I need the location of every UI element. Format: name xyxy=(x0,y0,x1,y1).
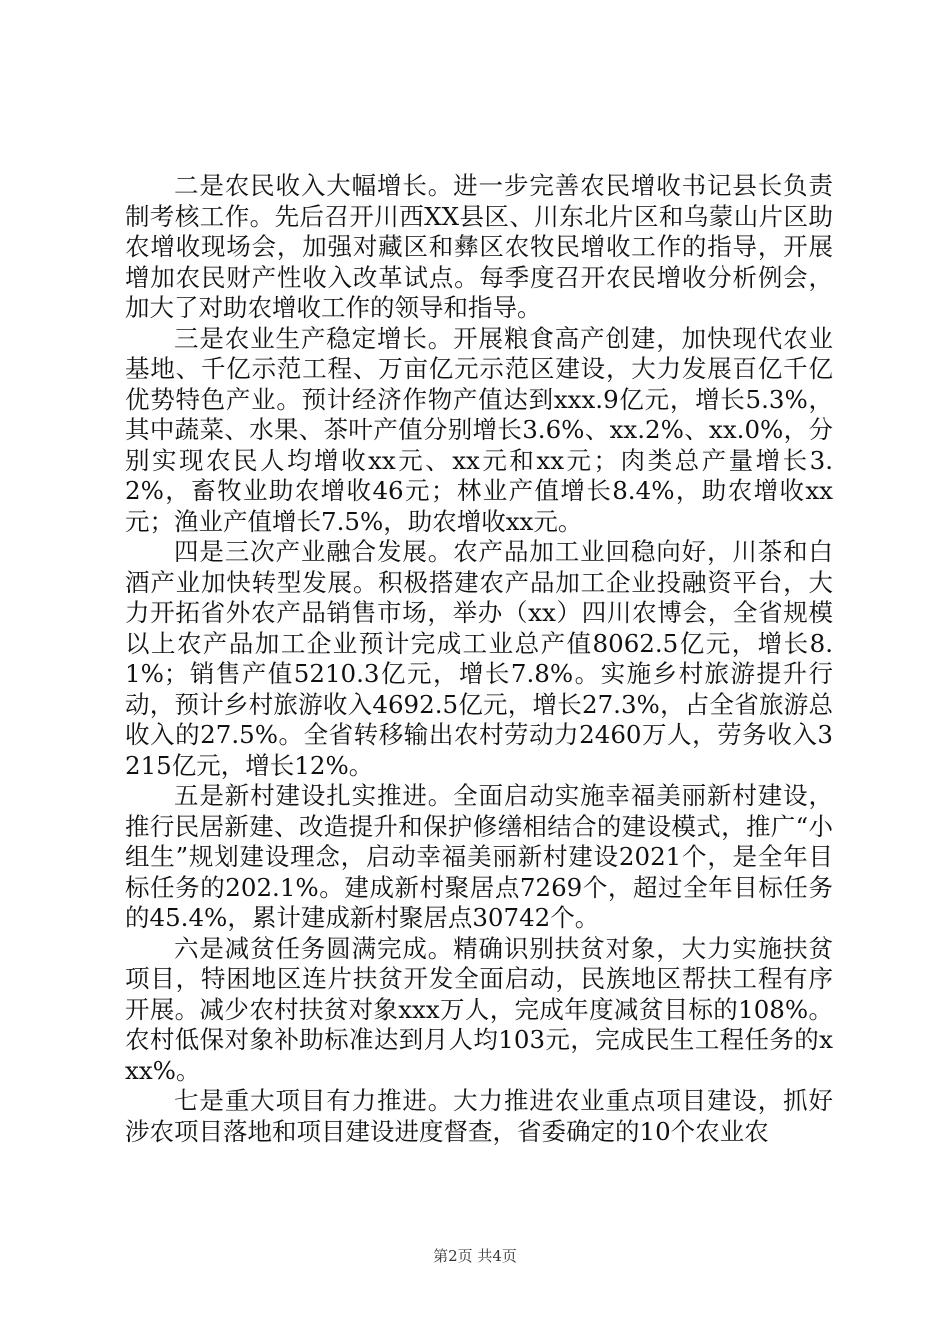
paragraph-new-village: 五是新村建设扎实推进。全面启动实施幸福美丽新村建设，推行民居新建、改造提升和保护修缮相结合的建设模式，推广“小组生”规划建设理念，启动幸福美丽新村建设2021个，是全年目标任务的202.1%。建成新村聚居点7269个，超过全年目标任务的45.4%，累计建成新村聚居点30742个。 xyxy=(125,781,833,932)
page-number-footer: 第2页 共4页 xyxy=(433,1247,517,1265)
paragraph-major-projects: 七是重大项目有力推进。大力推进农业重点项目建设，抓好涉农项目落地和项目建设进度督查，省委确定的10个农业农 xyxy=(125,1086,833,1146)
paragraph-farmer-income: 二是农民收入大幅增长。进一步完善农民增收书记县长负责制考核工作。先后召开川西XX县区、川东北片区和乌蒙山片区助农增收现场会，加强对藏区和彝区农牧民增收工作的指导，开展增加农民财产性收入改革试点。每季度召开农民增收分析例会，加大了对助农增收工作的领导和指导。 xyxy=(125,171,833,322)
paragraph-agriculture-production: 三是农业生产稳定增长。开展粮食高产创建，加快现代农业基地、千亿示范工程、万亩亿元示范区建设，大力发展百亿千亿优势特色产业。预计经济作物产值达到xxx.9亿元，增长5.3%，其中蔬菜、水果、茶叶产值分别增长3.6%、xx.2%、xx.0%，分别实现农民人均增收xx元、xx元和xx元；肉类总产量增长3.2%，畜牧业助农增收46元；林业产值增长8.4%，助农增收xx元；渔业产值增长7.5%，助农增收xx元。 xyxy=(125,323,833,536)
paragraph-poverty-reduction: 六是减贫任务圆满完成。精确识别扶贫对象，大力实施扶贫项目，特困地区连片扶贫开发全面启动，民族地区帮扶工程有序开展。减少农村扶贫对象xxx万人，完成年度减贫目标的108%。农村低保对象补助标准达到月人均103元，完成民生工程任务的xxx%。 xyxy=(125,933,833,1085)
document-body xyxy=(125,171,833,1147)
paragraph-industry-integration: 四是三次产业融合发展。农产品加工业回稳向好，川茶和白酒产业加快转型发展。积极搭建农产品加工企业投融资平台，大力开拓省外农产品销售市场，举办（xx）四川农博会，全省规模以上农产品加工企业预计完成工业总产值8062.5亿元，增长8.1%；销售产值5210.3亿元，增长7.8%。实施乡村旅游提升行动，预计乡村旅游收入4692.5亿元，增长27.3%，占全省旅游总收入的27.5%。全省转移输出农村劳动力2460万人，劳务收入3215亿元，增长12%。 xyxy=(125,537,833,780)
